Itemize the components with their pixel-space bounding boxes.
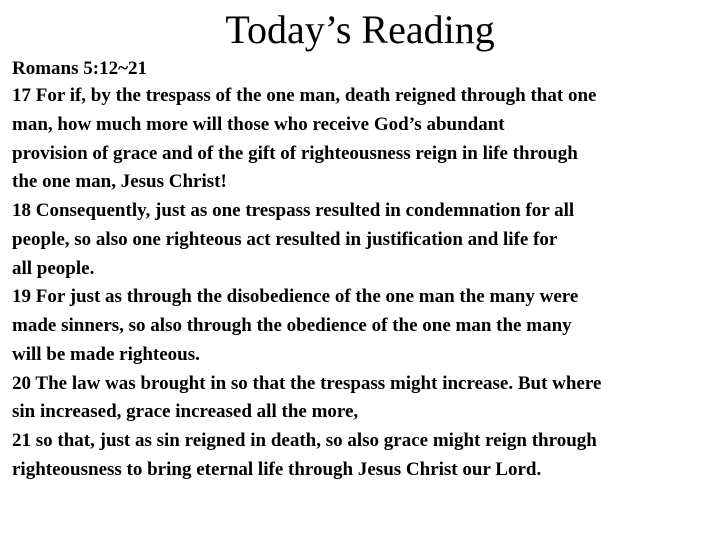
verse-line: 21 so that, just as sin reigned in death, so also grace might reign through [12, 430, 597, 451]
verse-line: 18 Consequently, just as one trespass resulted in condemnation for all [12, 200, 575, 221]
verse-line: people, so also one righteous act resulted in justification and life for [12, 228, 558, 250]
verse-line: made sinners, so also through the obedience of the one man the many [12, 315, 572, 336]
verse-line: man, how much more will those who receive God’s abundant [12, 113, 505, 135]
verse-line: 20 The law was brought in so that the trespass might increase. But where [12, 372, 602, 394]
verse-20 [12, 370, 710, 428]
verse-17 [12, 82, 710, 197]
verse-line: 17 For if, by the trespass of the one man, death reigned through that one [12, 85, 597, 106]
verse-21 [12, 427, 710, 485]
verse-line: all people. [12, 257, 95, 279]
verse-line: sin increased, grace increased all the more, [12, 401, 359, 423]
verse-18 [12, 197, 710, 283]
verse-line: provision of grace and of the gift of righteousness reign in life through [12, 142, 578, 164]
slide-title: Today’s Reading [225, 7, 495, 52]
verse-line: 19 For just as through the disobedience of the one man the many were [12, 286, 579, 308]
verse-line: the one man, Jesus Christ! [12, 171, 227, 193]
verse-line: righteousness to bring eternal life through Jesus Christ our Lord. [12, 458, 542, 480]
verse-19 [12, 283, 710, 369]
scripture-reference: Romans 5:12~21 [12, 58, 147, 79]
verse-line: will be made righteous. [12, 343, 200, 365]
verse-list [12, 82, 710, 485]
